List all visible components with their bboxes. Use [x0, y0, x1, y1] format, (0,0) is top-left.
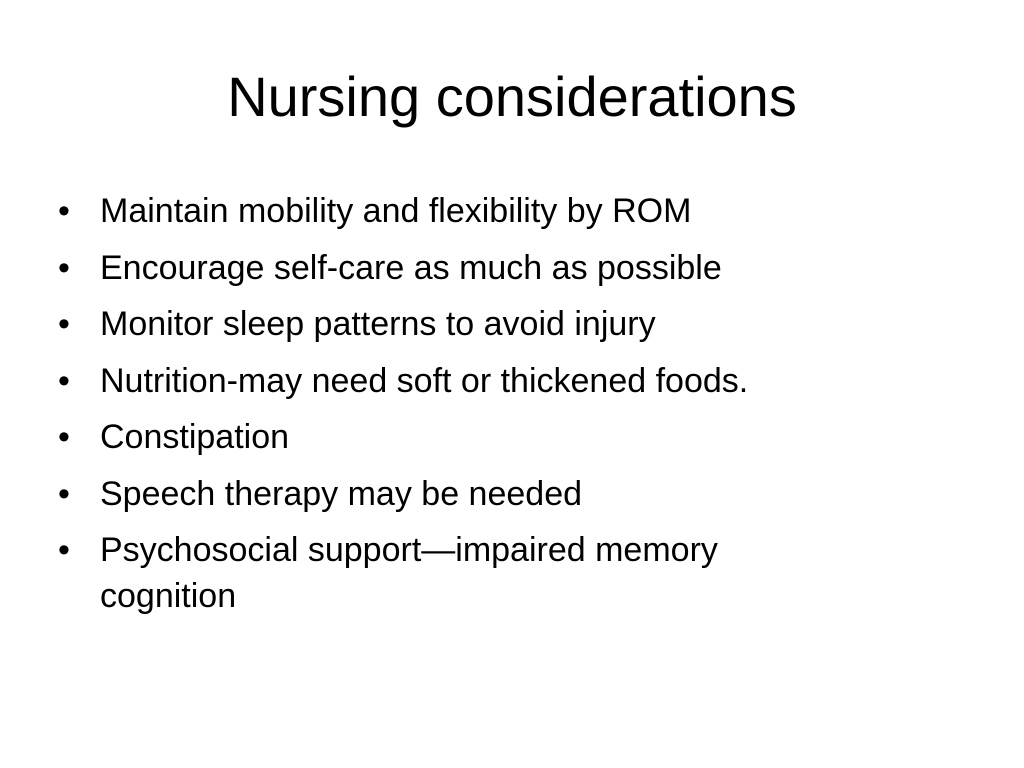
- list-item: [58, 414, 958, 460]
- bullet-icon: •: [58, 361, 70, 400]
- bullet-icon: •: [58, 418, 70, 456]
- list-item: [58, 358, 958, 404]
- bullet-text: Psychosocial support—impaired memory cognition: [100, 531, 718, 615]
- list-item: [58, 188, 958, 234]
- bullet-text: Maintain mobility and flexibility by ROM: [100, 192, 692, 230]
- bullet-text: Speech therapy may be needed: [100, 474, 583, 513]
- bullet-icon: •: [58, 192, 70, 230]
- list-item: [58, 245, 958, 291]
- bullet-icon: •: [58, 474, 70, 513]
- bullet-text: Nutrition-may need soft or thickened foods.: [100, 361, 749, 400]
- list-item: [58, 301, 958, 347]
- bullet-icon: •: [58, 305, 70, 343]
- bullet-text: Constipation: [100, 418, 290, 456]
- list-item: [58, 527, 958, 619]
- list-item: [58, 471, 958, 517]
- bullet-text: Monitor sleep patterns to avoid injury: [100, 305, 656, 343]
- slide-title: Nursing considerations: [227, 65, 797, 128]
- bullet-text: Encourage self-care as much as possible: [100, 248, 722, 287]
- bullet-list: [58, 188, 958, 630]
- bullet-icon: •: [58, 248, 70, 287]
- bullet-icon: •: [58, 531, 70, 569]
